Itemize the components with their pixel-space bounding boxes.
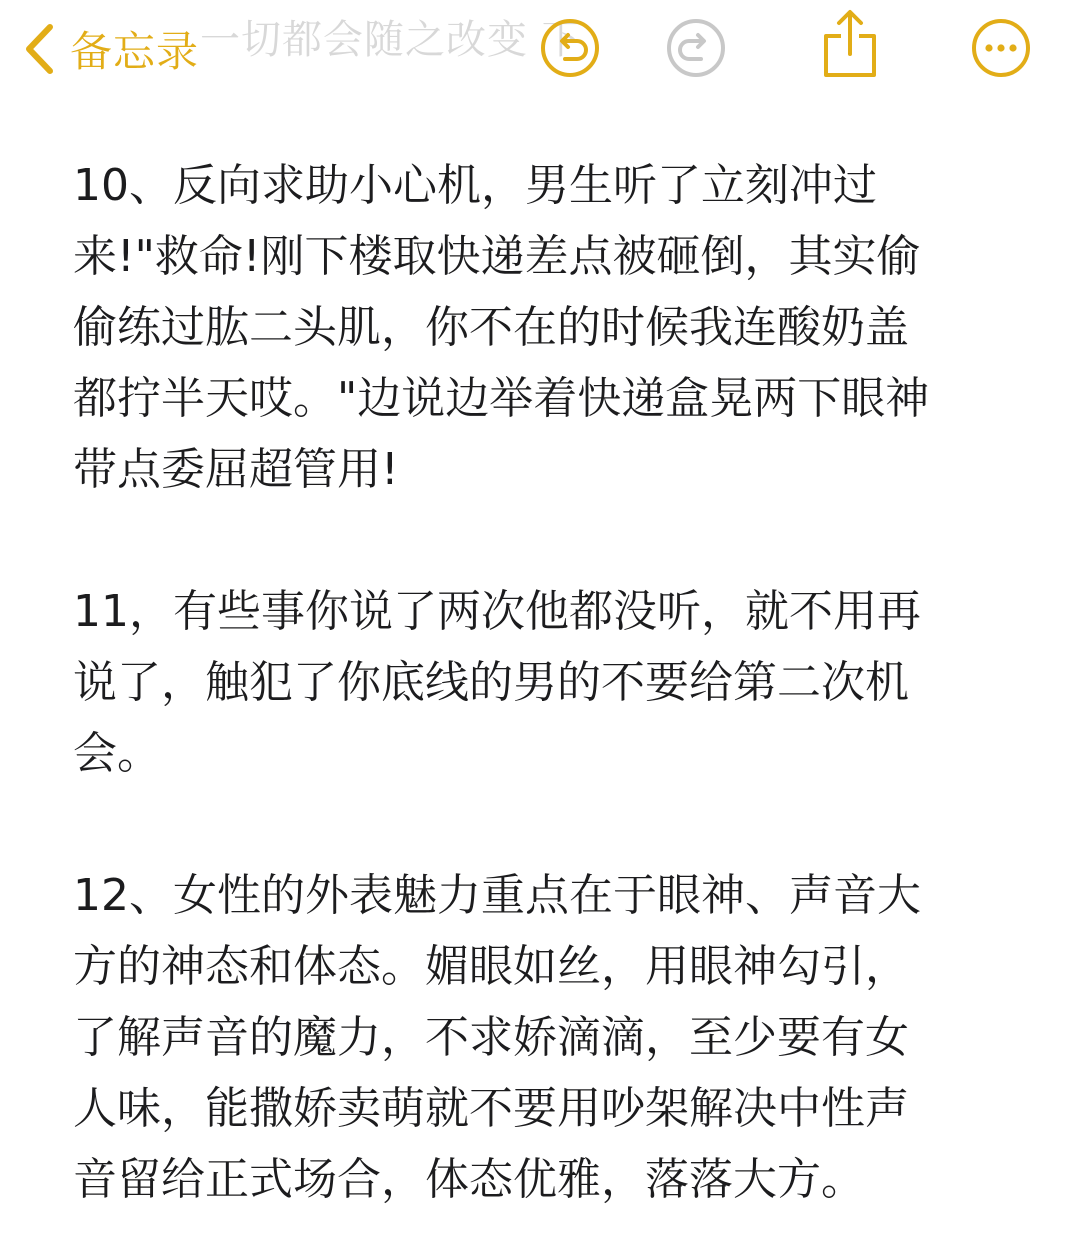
note-paragraph-12: 12、女性的外表魅力重点在于眼神、声音大 方的神态和体态。媚眼如丝，用眼神勾引， 了解声音的魔力，不求娇滴滴，至少要有女 人味，能撒娇卖萌就不要用吵架解决中性声 音留给正式场合，体态优雅，落落大方。 [73, 870, 921, 1205]
back-button[interactable] [22, 18, 199, 80]
ellipsis-icon [970, 17, 1032, 79]
undo-button[interactable] [539, 17, 601, 79]
redo-icon [665, 17, 727, 79]
note-paragraph-11: 11，有些事你说了两次他都没听，就不用再 说了，触犯了你底线的男的不要给第二次机 会。 [73, 586, 921, 779]
undo-icon [539, 17, 601, 79]
share-icon [819, 8, 881, 80]
back-button-label: 备忘录 [70, 27, 200, 76]
share-button[interactable] [819, 8, 881, 80]
redo-button[interactable] [665, 17, 727, 79]
note-paragraph-10: 10、反向求助小心机，男生听了立刻冲过 来!"救命!刚下楼取快递差点被砸倒，其实偷 偷练过肱二头肌，你不在的时候我连酸奶盖 都拧半天哎。"边说边举着快递盒晃两下眼神 带点委屈超管用! [73, 160, 930, 495]
note-body[interactable] [73, 150, 1008, 1215]
chevron-left-icon [22, 23, 56, 75]
navigation-bar [0, 0, 1080, 100]
scrolled-header-text: 一切都会随之改变 下 [200, 17, 583, 63]
more-button[interactable] [970, 17, 1032, 79]
